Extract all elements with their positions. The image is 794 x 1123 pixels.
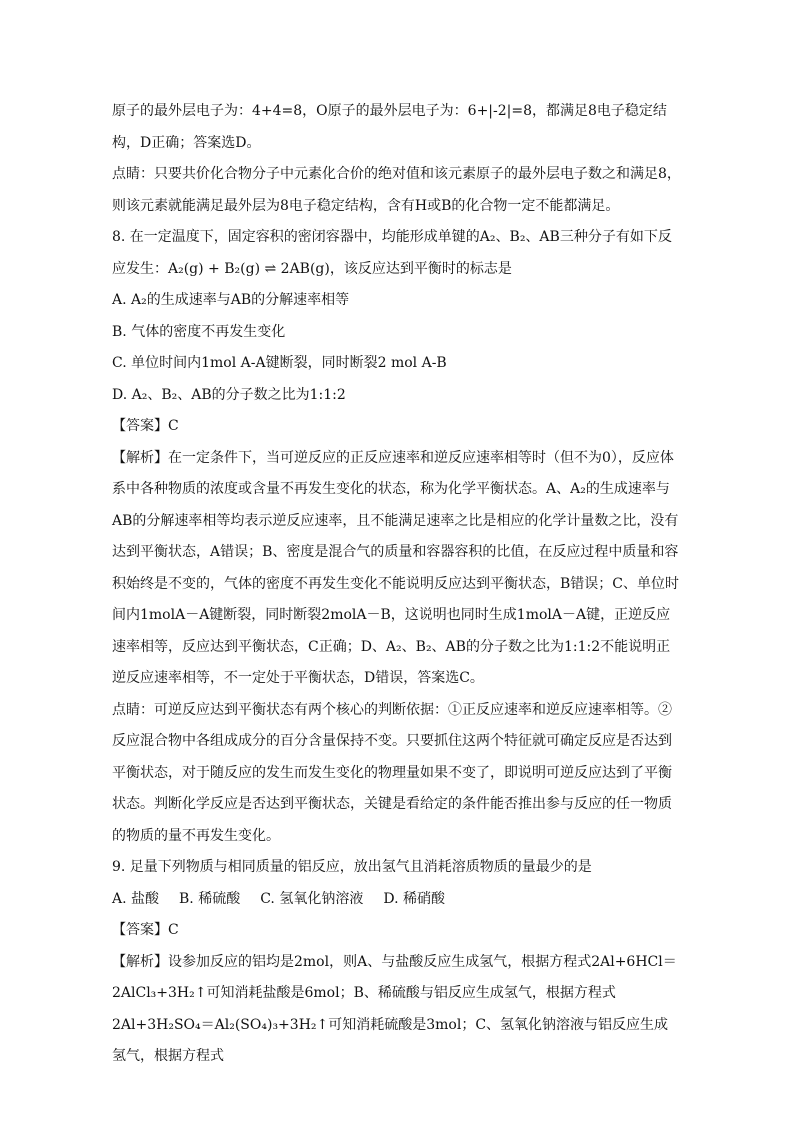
question-9-option-d: D. 稀硝酸 [383, 890, 445, 907]
paragraph-continuation: 原子的最外层电子为：4+4=8，O原子的最外层电子为：6+|-2|=8，都满足8电子稳定结构，D正确；答案选D。 [112, 103, 667, 151]
question-9-options [112, 884, 682, 916]
question-9-option-b: B. 稀硫酸 [179, 890, 241, 907]
question-9-stem: 9. 足量下列物质与相同质量的铝反应，放出氢气且消耗溶质物质的量最少的是 [112, 859, 592, 875]
answer-9: 【答案】C [112, 922, 179, 938]
question-8-option-c: C. 单位时间内1mol A-A键断裂，同时断裂2 mol A-B [112, 355, 447, 371]
tip-8: 点睛：可逆反应达到平衡状态有两个核心的判断依据：①正反应速率和逆反应速率相等。②反应混合物中各组成成分的百分含量保持不变。只要抓住这两个特征就可确定反应是否达到平衡状态，对于随反应的发生而发生变化的物理量如果不变了，即说明可逆反应达到了平衡状态。判断化学反应是否达到平衡状态，关键是看给定的条件能否推出参与反应的任一物质的物质的量不再发生变化。 [112, 701, 672, 844]
question-8-option-d: D. A₂、B₂、AB的分子数之比为1:1:2 [112, 386, 346, 403]
answer-8: 【答案】C [112, 418, 179, 434]
explanation-9: 【解析】设参加反应的铝均是2mol，则A、与盐酸反应生成氢气，根据方程式2Al+6HCl＝2AlCl₃+3H₂↑可知消耗盐酸是6mol；B、稀硫酸与铝反应生成氢气，根据方程式2Al+3H₂SO₄＝Al₂(SO₄)₃+3H₂↑可知消耗硫酸是3mol；C、氢氧化钠溶液与铝反应生成氢气，根据方程式 [112, 953, 677, 1064]
question-9-option-a: A. 盐酸 [112, 890, 160, 907]
question-8-option-b: B. 气体的密度不再发生变化 [112, 323, 286, 340]
question-9-option-c: C. 氢氧化钠溶液 [260, 890, 364, 907]
question-8-option-a: A. A₂的生成速率与AB的分解速率相等 [112, 292, 350, 308]
question-8-stem: 8. 在一定温度下，固定容积的密闭容器中，均能形成单键的A₂、B₂、AB三种分子有如下反应发生：A₂(g) + B₂(g) ⇌ 2AB(g)，该反应达到平衡时的标志是 [112, 229, 672, 277]
document-page [112, 96, 682, 1073]
tip-paragraph: 点睛：只要共价化合物分子中元素化合价的绝对值和该元素原子的最外层电子数之和满足8，则该元素就能满足最外层为8电子稳定结构，含有H或B的化合物一定不能都满足。 [112, 166, 681, 214]
explanation-8: 【解析】在一定条件下，当可逆反应的正反应速率和逆反应速率相等时（但不为0），反应体系中各种物质的浓度或含量不再发生变化的状态，称为化学平衡状态。A、A₂的生成速率与AB的分解速率相等均表示逆反应速率，且不能满足速率之比是相应的化学计量数之比，没有达到平衡状态，A错误；B、密度是混合气的质量和容器容积的比值，在反应过程中质量和容积始终是不变的，气体的密度不再发生变化不能说明反应达到平衡状态，B错误；C、单位时间内1molA－A键断裂，同时断裂2molA－B，这说明也同时生成1molA－A键，正逆反应速率相等，反应达到平衡状态，C正确；D、A₂、B₂、AB的分子数之比为1:1:2不能说明正逆反应速率相等，不一定处于平衡状态，D错误，答案选C。 [112, 449, 679, 686]
